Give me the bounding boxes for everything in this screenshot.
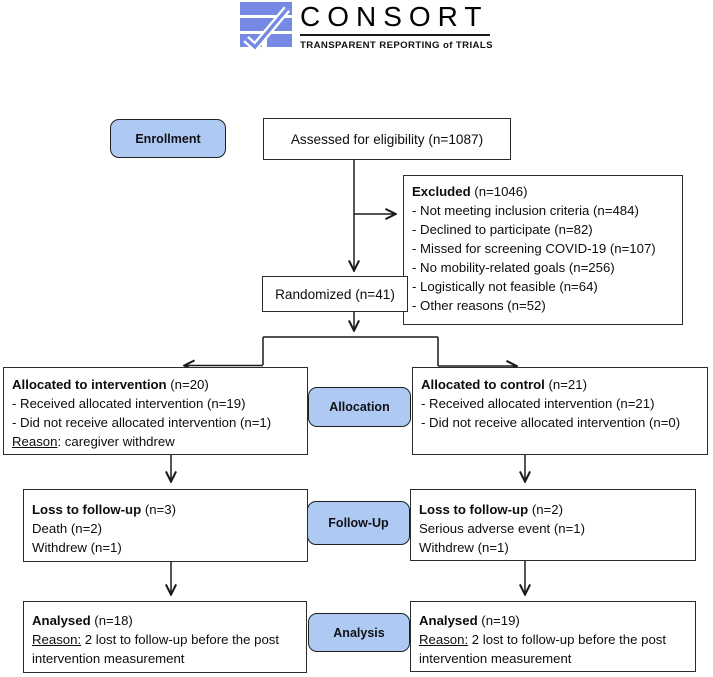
branch-bar xyxy=(263,337,438,366)
analysed-control-title: Analysed (n=19) xyxy=(419,613,520,628)
analysed-control-reason: Reason: 2 lost to follow-up before the post intervention measurement xyxy=(419,632,667,666)
box-followup-intervention xyxy=(23,489,308,562)
excluded-item: - Missed for screening COVID-19 (n=107) xyxy=(412,241,656,256)
excluded-item: - Not meeting inclusion criteria (n=484) xyxy=(412,203,639,218)
followup-control-item: Withdrew (n=1) xyxy=(419,540,509,555)
analysed-intervention-reason: Reason: 2 lost to follow-up before the post intervention measurement xyxy=(32,632,280,666)
followup-control-item: Serious adverse event (n=1) xyxy=(419,521,586,536)
alloc-intervention-item: - Received allocated intervention (n=19) xyxy=(12,396,246,411)
alloc-control-item: - Did not receive allocated intervention (n=0) xyxy=(421,415,681,430)
assessed-text: Assessed for eligibility (n=1087) xyxy=(290,131,484,147)
excluded-item: - Other reasons (n=52) xyxy=(412,298,546,313)
followup-control-title: Loss to follow-up (n=2) xyxy=(419,502,563,517)
excluded-title: Excluded (n=1046) xyxy=(412,184,528,199)
alloc-control-title: Allocated to control (n=21) xyxy=(421,377,587,392)
stage-label-text: Allocation xyxy=(329,400,390,414)
consort-checkmark-icon xyxy=(240,2,292,50)
stage-label-followup xyxy=(307,501,410,545)
stage-label-text: Follow-Up xyxy=(328,516,389,530)
followup-intervention-item: Withdrew (n=1) xyxy=(32,540,122,555)
excluded-item: - Declined to participate (n=82) xyxy=(412,222,593,237)
box-analysed-control xyxy=(410,601,696,672)
logo-title: CONSORT xyxy=(300,1,489,32)
stage-label-text: Enrollment xyxy=(135,131,201,146)
alloc-intervention-title: Allocated to intervention (n=20) xyxy=(12,377,209,392)
box-allocated-control xyxy=(412,367,708,455)
excluded-item: - No mobility-related goals (n=256) xyxy=(412,260,615,275)
alloc-intervention-item: - Did not receive allocated intervention (n=1) xyxy=(12,415,272,430)
followup-intervention-title: Loss to follow-up (n=3) xyxy=(32,502,176,517)
stage-label-text: Analysis xyxy=(333,625,385,640)
stage-label-allocation xyxy=(308,387,411,427)
logo-divider xyxy=(300,34,490,36)
excluded-item: - Logistically not feasible (n=64) xyxy=(412,279,598,294)
box-randomized xyxy=(262,276,408,312)
analysed-intervention-title: Analysed (n=18) xyxy=(32,613,133,628)
stage-label-enrollment xyxy=(110,119,226,158)
followup-intervention-item: Death (n=2) xyxy=(32,521,103,536)
box-analysed-intervention xyxy=(23,601,307,673)
box-allocated-intervention xyxy=(3,367,308,455)
consort-logo xyxy=(240,2,496,51)
box-excluded xyxy=(403,175,683,325)
alloc-intervention-reason: Reason: caregiver withdrew xyxy=(12,434,175,449)
stage-label-analysis xyxy=(308,613,410,652)
box-assessed-for-eligibility xyxy=(263,118,511,160)
logo-subtitle: TRANSPARENT REPORTING of TRIALS xyxy=(300,40,493,51)
box-followup-control xyxy=(410,489,696,561)
randomized-text: Randomized (n=41) xyxy=(275,286,395,302)
alloc-control-item: - Received allocated intervention (n=21) xyxy=(421,396,655,411)
